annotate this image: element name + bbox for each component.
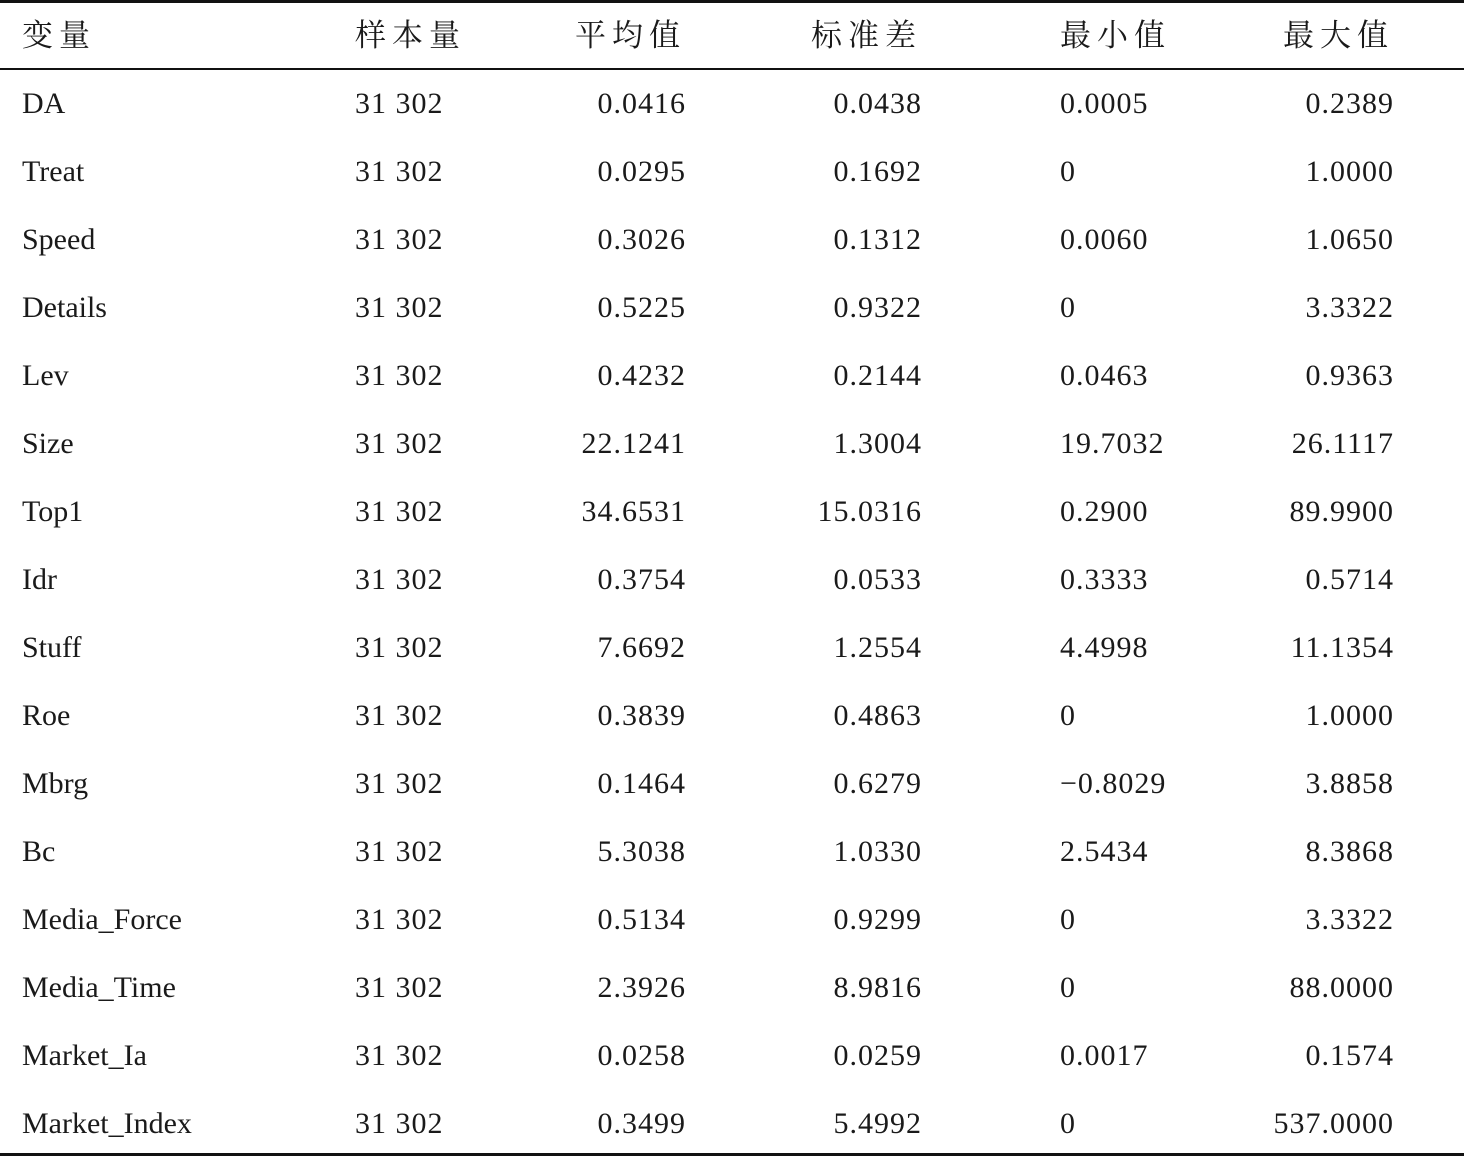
- cell-mean: 0.0295: [597, 155, 686, 188]
- header-max: 最大值: [1283, 18, 1394, 53]
- cell-mean: 0.5225: [597, 291, 686, 324]
- cell-sample-size: 31 302: [355, 563, 444, 596]
- cell-min: 0.0017: [1060, 1039, 1149, 1072]
- cell-variable: Mbrg: [22, 767, 89, 800]
- cell-min: 0: [1060, 699, 1076, 732]
- table-row: [0, 206, 1466, 274]
- header-min: 最小值: [1060, 18, 1171, 53]
- cell-mean: 0.3499: [597, 1107, 686, 1140]
- cell-max: 3.3322: [1305, 903, 1394, 936]
- cell-min: 0: [1060, 971, 1076, 1004]
- cell-variable: Top1: [22, 495, 84, 528]
- table-row: [0, 1090, 1466, 1158]
- cell-min: 19.7032: [1060, 427, 1165, 460]
- cell-max: 3.3322: [1305, 291, 1394, 324]
- cell-mean: 0.3839: [597, 699, 686, 732]
- cell-variable: Market_Ia: [22, 1039, 147, 1072]
- cell-sample-size: 31 302: [355, 1107, 444, 1140]
- cell-variable: Size: [22, 427, 74, 460]
- cell-variable: Market_Index: [22, 1107, 192, 1140]
- cell-variable: Stuff: [22, 631, 82, 664]
- cell-std-dev: 0.6279: [833, 767, 922, 800]
- table-row: [0, 954, 1466, 1022]
- cell-sample-size: 31 302: [355, 87, 444, 120]
- cell-mean: 0.3026: [597, 223, 686, 256]
- table-row: [0, 478, 1466, 546]
- cell-std-dev: 5.4992: [833, 1107, 922, 1140]
- cell-std-dev: 0.0259: [833, 1039, 922, 1072]
- table-row: [0, 682, 1466, 750]
- cell-mean: 22.1241: [581, 427, 686, 460]
- table-row: [0, 138, 1466, 206]
- cell-variable: Idr: [22, 563, 57, 596]
- cell-max: 1.0000: [1305, 699, 1394, 732]
- cell-sample-size: 31 302: [355, 427, 444, 460]
- cell-std-dev: 0.2144: [833, 359, 922, 392]
- cell-max: 1.0650: [1305, 223, 1394, 256]
- header-variable: 变量: [22, 18, 96, 53]
- cell-mean: 5.3038: [597, 835, 686, 868]
- cell-mean: 0.4232: [597, 359, 686, 392]
- cell-min: 0.0005: [1060, 87, 1149, 120]
- cell-mean: 0.5134: [597, 903, 686, 936]
- cell-max: 8.3868: [1305, 835, 1394, 868]
- cell-sample-size: 31 302: [355, 767, 444, 800]
- cell-sample-size: 31 302: [355, 835, 444, 868]
- cell-min: 0.0060: [1060, 223, 1149, 256]
- cell-std-dev: 0.9322: [833, 291, 922, 324]
- cell-std-dev: 0.9299: [833, 903, 922, 936]
- cell-max: 88.0000: [1289, 971, 1394, 1004]
- cell-variable: DA: [22, 87, 66, 120]
- cell-mean: 34.6531: [581, 495, 686, 528]
- cell-std-dev: 0.1312: [833, 223, 922, 256]
- cell-min: 0.2900: [1060, 495, 1149, 528]
- cell-std-dev: 0.1692: [833, 155, 922, 188]
- cell-mean: 0.0416: [597, 87, 686, 120]
- cell-std-dev: 1.3004: [833, 427, 922, 460]
- cell-sample-size: 31 302: [355, 631, 444, 664]
- cell-max: 537.0000: [1273, 1107, 1394, 1140]
- cell-variable: Media_Time: [22, 971, 176, 1004]
- cell-max: 26.1117: [1291, 427, 1394, 460]
- cell-max: 11.1354: [1290, 631, 1394, 664]
- cell-min: 0: [1060, 903, 1076, 936]
- cell-sample-size: 31 302: [355, 359, 444, 392]
- cell-max: 0.2389: [1305, 87, 1394, 120]
- table-row: [0, 546, 1466, 614]
- table-row: [0, 70, 1466, 138]
- cell-sample-size: 31 302: [355, 971, 444, 1004]
- cell-std-dev: 0.0533: [833, 563, 922, 596]
- header-mean: 平均值: [575, 18, 686, 53]
- cell-max: 0.1574: [1305, 1039, 1394, 1072]
- table-header-row: [0, 2, 1466, 70]
- cell-std-dev: 8.9816: [833, 971, 922, 1004]
- cell-mean: 0.0258: [597, 1039, 686, 1072]
- table-row: [0, 750, 1466, 818]
- cell-sample-size: 31 302: [355, 291, 444, 324]
- cell-min: 4.4998: [1060, 631, 1149, 664]
- cell-mean: 0.1464: [597, 767, 686, 800]
- cell-min: 2.5434: [1060, 835, 1149, 868]
- cell-std-dev: 0.0438: [833, 87, 922, 120]
- cell-sample-size: 31 302: [355, 495, 444, 528]
- cell-min: −0.8029: [1060, 767, 1167, 800]
- cell-sample-size: 31 302: [355, 903, 444, 936]
- cell-sample-size: 31 302: [355, 155, 444, 188]
- cell-variable: Lev: [22, 359, 69, 392]
- cell-min: 0: [1060, 155, 1076, 188]
- cell-max: 0.9363: [1305, 359, 1394, 392]
- cell-std-dev: 1.0330: [833, 835, 922, 868]
- table-row: [0, 342, 1466, 410]
- cell-min: 0: [1060, 1107, 1076, 1140]
- cell-max: 3.8858: [1305, 767, 1394, 800]
- cell-variable: Roe: [22, 699, 71, 732]
- cell-variable: Media_Force: [22, 903, 182, 936]
- cell-variable: Treat: [22, 155, 85, 188]
- cell-std-dev: 15.0316: [817, 495, 922, 528]
- table-row: [0, 886, 1466, 954]
- header-std-dev: 标准差: [811, 18, 922, 53]
- cell-mean: 0.3754: [597, 563, 686, 596]
- cell-max: 1.0000: [1305, 155, 1394, 188]
- cell-variable: Speed: [22, 223, 96, 256]
- cell-mean: 2.3926: [597, 971, 686, 1004]
- table-row: [0, 274, 1466, 342]
- cell-min: 0.0463: [1060, 359, 1149, 392]
- cell-sample-size: 31 302: [355, 699, 444, 732]
- cell-max: 0.5714: [1305, 563, 1394, 596]
- cell-sample-size: 31 302: [355, 1039, 444, 1072]
- cell-mean: 7.6692: [597, 631, 686, 664]
- table-row: [0, 818, 1466, 886]
- cell-min: 0.3333: [1060, 563, 1149, 596]
- cell-variable: Details: [22, 291, 107, 324]
- table-row: [0, 614, 1466, 682]
- table-row: [0, 410, 1466, 478]
- table-row: [0, 1022, 1466, 1090]
- cell-max: 89.9900: [1289, 495, 1394, 528]
- cell-std-dev: 0.4863: [833, 699, 922, 732]
- cell-min: 0: [1060, 291, 1076, 324]
- header-sample-size: 样本量: [355, 18, 466, 53]
- cell-std-dev: 1.2554: [833, 631, 922, 664]
- cell-variable: Bc: [22, 835, 56, 868]
- cell-sample-size: 31 302: [355, 223, 444, 256]
